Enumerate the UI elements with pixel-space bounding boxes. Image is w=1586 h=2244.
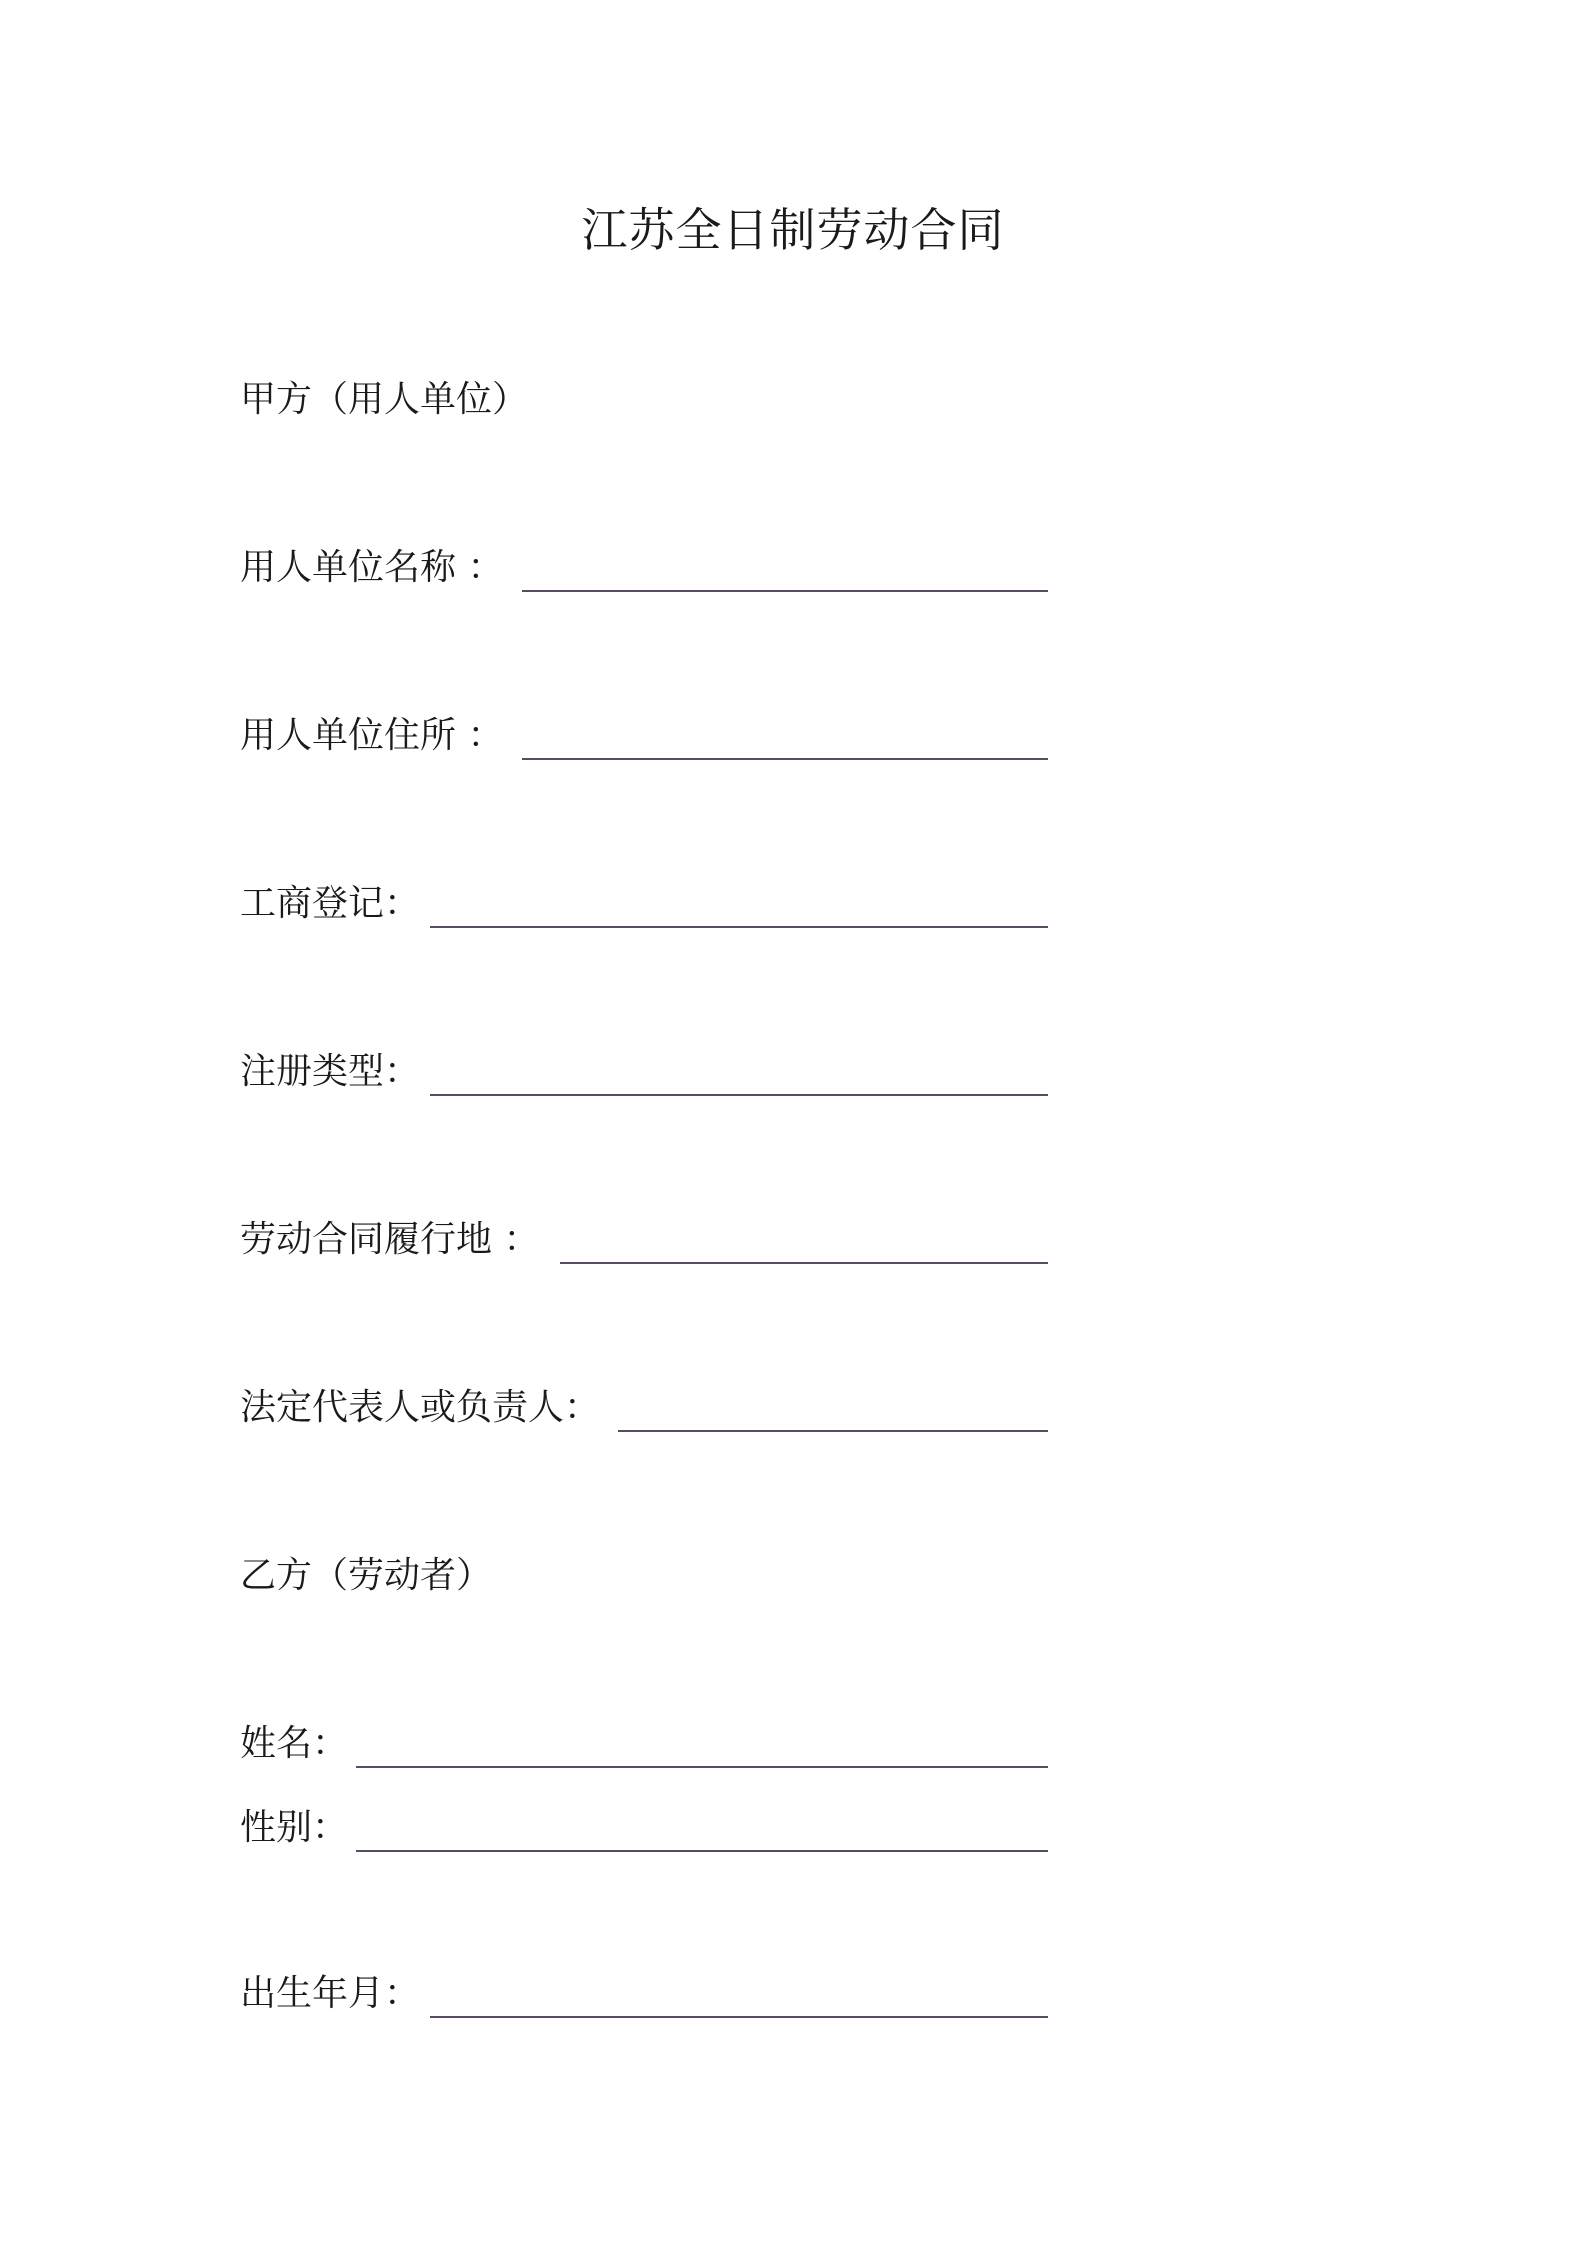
- company-name-field: [240, 544, 1048, 594]
- birth-date-field: [240, 1970, 1048, 2020]
- party-b-heading: 乙方（劳动者）: [240, 1555, 493, 1596]
- legal-representative-label: 法定代表人或负责人：: [240, 1387, 601, 1428]
- legal-representative-blank[interactable]: [618, 1430, 1048, 1432]
- name-field: [240, 1720, 1048, 1770]
- work-location-blank[interactable]: [560, 1262, 1048, 1264]
- document-title: 江苏全日制劳动合同: [581, 203, 1005, 257]
- business-registration-label: 工商登记：: [240, 883, 421, 924]
- name-label: 姓名：: [240, 1723, 349, 1764]
- gender-label: 性别：: [240, 1807, 349, 1848]
- birth-date-label: 出生年月：: [240, 1973, 421, 2014]
- registration-type-label: 注册类型：: [240, 1051, 421, 1092]
- company-address-blank[interactable]: [522, 758, 1048, 760]
- registration-type-blank[interactable]: [430, 1094, 1048, 1096]
- business-registration-blank[interactable]: [430, 926, 1048, 928]
- company-name-label: 用人单位名称 ：: [240, 547, 504, 588]
- work-location-field: [240, 1216, 1048, 1266]
- company-name-blank[interactable]: [522, 590, 1048, 592]
- business-registration-field: [240, 880, 1048, 930]
- legal-representative-field: [240, 1384, 1048, 1434]
- gender-blank[interactable]: [356, 1850, 1048, 1852]
- company-address-label: 用人单位住所 ：: [240, 715, 504, 756]
- party-a-heading: 甲方（用人单位）: [240, 379, 529, 420]
- birth-date-blank[interactable]: [430, 2016, 1048, 2018]
- registration-type-field: [240, 1048, 1048, 1098]
- work-location-label: 劳动合同履行地 ：: [240, 1219, 540, 1260]
- name-blank[interactable]: [356, 1766, 1048, 1768]
- company-address-field: [240, 712, 1048, 762]
- gender-field: [240, 1804, 1048, 1854]
